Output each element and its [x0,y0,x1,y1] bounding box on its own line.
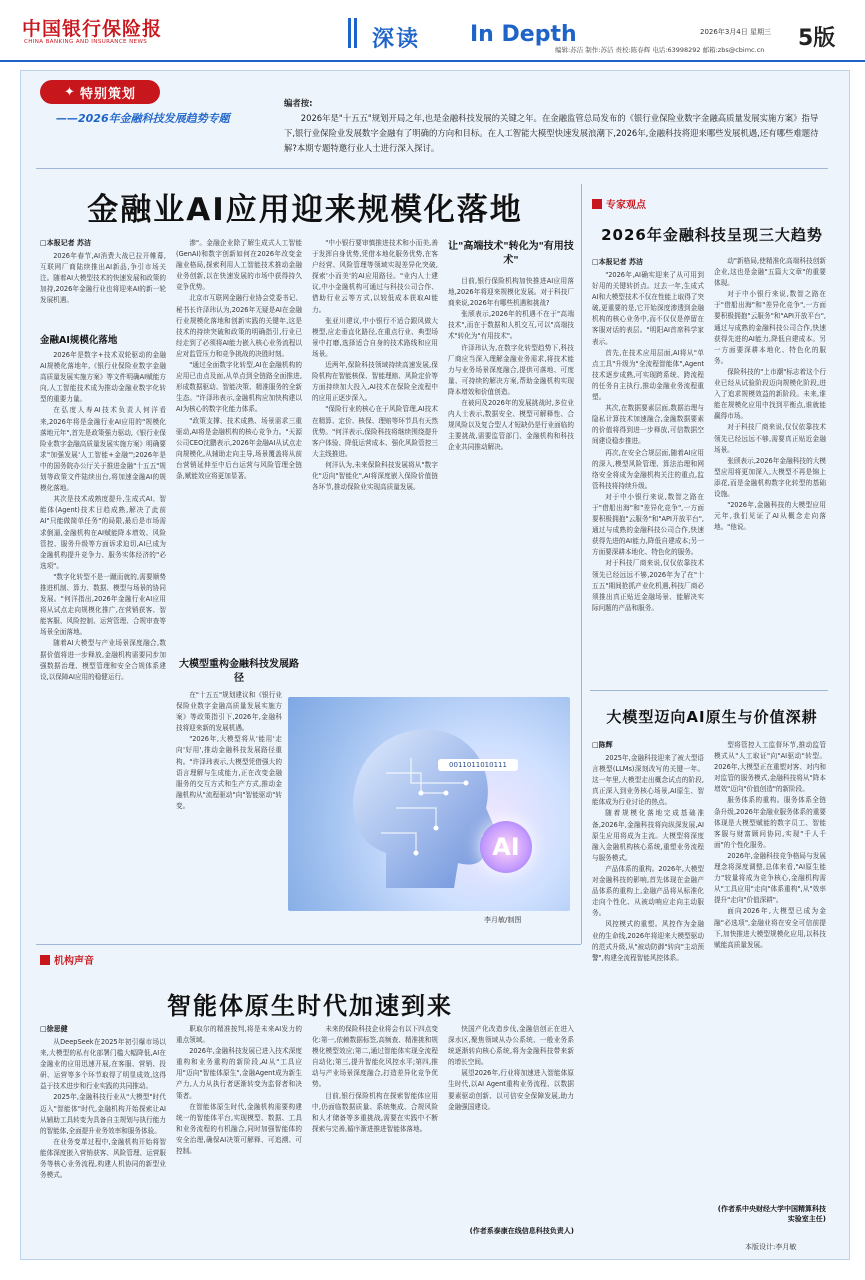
agent-byline: □徐思健 [40,1025,68,1033]
expert-col2 [714,256,826,678]
paragraph: 在智能体原生时代,金融机构需要构建统一的智能体平台,实现模型、数据、工具和业务流程的有机融合,同时加强智能体的安全治理,确保AI决策可解释、可追溯、可控制。 [176,1102,302,1156]
native-ai-author-note: (作者系中央财经大学中国精算科技实验室主任) [717,1205,826,1223]
section-title-en: In Depth [470,22,577,47]
paragraph: 对于科技厂商来说,仅仅依靠技术领先已经远远不够,需要真正贴近金融场景。 [714,423,826,454]
newspaper-logo: 中国银行保险报 [22,18,163,40]
paragraph: 展望2026年,行业将加速进入智能体原生时代,以AI Agent重构业务流程、以数据要素驱动创新、以可信安全保障发展,助力金融强国建设。 [448,1069,574,1111]
paragraph: 目前,银行保险机构加快推进AI应用落地,2026年将迎来规模化发展。对于科技厂商来说,2026年有哪些机遇和挑战? [448,277,574,308]
ai-chip-badge: AI [480,821,532,873]
paragraph: "2026年,金融科技的大模型应用元年,我们见证了AI从概念走向落地。"他说。 [714,501,826,532]
paragraph: 目前,银行保险机构在探索智能体应用中,仍面临数据质量、系统集成、合规风险和人才储备等多重挑战,需要在实践中不断探索与完善,循序渐进推进智能体落地。 [312,1091,438,1133]
special-report-subtitle: ——2026年金融科技发展趋势专题 [56,112,230,125]
paragraph: 从DeepSeek在2025年初引爆市场以来,大模型的私有化部署门槛大幅降低,AI在金融业的应用迅速开展,在客服、营销、投研、运营等多个环节取得了明显成效,这得益于技术进步和行业实践的共同推动。 [40,1038,166,1091]
article1-side-subhead: 让"高端技术"转化为"有用技术" [448,241,574,266]
native-ai-byline: □陈辉 [592,741,613,749]
masthead-rule [0,60,865,62]
paragraph: "通过全面数字化转型,AI在金融机构的应用已由点及面,从单点到全链路全面推进,形成数据驱动、智能决策、精准服务的全新生态。"许泽玮表示,金融机构应加快构建以AI为核心的数字化能力体系。 [176,361,302,414]
paragraph: 快国产化改造步伐,金融信创正在进入深水区,聚焦领域从办公系统、一般业务系统逐渐转向核心系统,将为金融科技带来新的增长空间。 [448,1025,574,1067]
page-number: 5版 [798,26,836,51]
expert-col1 [592,270,704,678]
paragraph: 在弘度人寿AI技术负责人何洋看来,2026年将是金融行业AI应用的"规模化落地元年",首先是政策强力驱动,《银行业保险业数字金融高质量发展实施方案》明确要求"加强发展'人工智能+金融'";2026年是中的国务院办公厅关于推进金融"十五五"规划等政策文件陆续出台,将加速金融AI的规模化落地。 [40,406,166,493]
article1-col4 [448,276,574,688]
editor-note-text: 2026年是"十五五"规划开局之年,也是金融科技发展的关键之年。在金融监管总局发布的《银行业保险业数字金融高质量发展实施方案》指导下,银行业保险业发展数字金融有了明确的方向和目标。在人工智能大模型快速发展浪潮下,2026年,金融科技将迎来哪些发展机遇,还有哪些难题待解?本期专题特邀行业人士进行深入探讨。 [284,113,819,153]
paragraph: 动"新格局,使精准化高端科技创新企业,这也是金融"五篇大文章"的重要体现。 [714,257,826,288]
paragraph: 2025年,金融科技行业从"大模型"时代迈入"智能体"时代,金融机构开始探索让AI从辅助工具转变为具备自主规划与执行能力的智能体,全面提升业务效率和服务体验。 [40,1093,166,1135]
sparkle-icon: ✦ [64,84,76,100]
newspaper-logo-english: CHINA BANKING AND INSURANCE NEWS [24,39,148,45]
sidebar-section-divider [590,690,828,691]
editor-credits: 编辑:苏洁 制作:苏洁 责校:陈春辉 电话:63998292 邮箱:zbs@cbimc.cn [555,46,765,54]
article1-col2 [176,238,302,648]
article1-col3 [312,238,438,688]
paragraph: 渗"。金融企业除了解生成式人工智能(GenAI)和数字创新如何在2026年改变金融业格局,探索利用人工智能技术推动金融业务创新,以在快速发展的市场中获得持久竞争优势。 [176,239,302,292]
paragraph: 在被问及2026年的发展挑战时,多位业内人士表示,数据安全、模型可解释性、合规风险以及复合型人才短缺仍是行业面临的主要挑战,需要监管部门、金融机构和科技企业共同推动解决。 [448,399,574,452]
paragraph: 张颀表示,2026年金融科技的大模型应用将更加深入,大模型不再是锦上添花,而是金融机构数字化转型的基础设施。 [714,456,826,498]
paragraph: 2026年春节,AI消费大战已拉开帷幕,互联网厂商陆续推出AI新品,争引市场关注。随着AI大模型技术的快速发展和政策的加持,2026年金融行业也将迎来AI的新一轮发展机遇。 [40,252,166,305]
paragraph: "保险行业的核心在于风险管理,AI技术在精算、定价、核保、理赔等环节具有天然优势。"何洋表示,保险科技将继续围绕提升客户体验、降低运营成本、强化风险管控三大主线推进。 [312,405,438,458]
paragraph: 产品体系的重构。2026年,大模型对金融科技的影响,首先体现在金融产品体系的重构上,金融产品将从标准化走向个性化、从被动响应走向主动服务。 [592,864,704,918]
sidebar-divider [581,184,582,944]
native-ai-col2 [714,740,826,1200]
agent-col2 [176,1024,302,1237]
special-report-tag: ✦ 特别策划 [40,80,160,104]
article1-col1-body [40,350,166,938]
paragraph: "2026年,AI确实迎来了从可用到好用的关键转折点。过去一年,生成式AI和大模型技术不仅在性能上取得了突破,更重要的是,它开始深度渗透到金融机构的核心业务中,而不仅仅是停留在客服对话的表层。"明阳AI首席科学家表示。 [592,271,704,346]
illustration-credit: 李月敏/制图 [484,916,522,924]
paragraph: 在业务变革过程中,金融机构开始将智能体深度嵌入营销获客、风险管理、运营服务等核心业务流程,构建人机协同的新型业务模式。 [40,1137,166,1180]
paragraph: 对于中小银行来说,数智之路在于"借船出海"和"差异化竞争",一方面要积极拥抱"云服务"和"API开放平台",通过与成熟的金融科技公司合作,快速获得先进的AI能力,降低自建成本。另一方面要深耕本地化、特色化的服务。 [714,290,826,365]
expert-byline: □本报记者 苏洁 [592,258,644,266]
article1-byline: □本报记者 苏洁 [40,239,92,247]
section-bar-decoration [348,18,357,48]
paragraph: 在"十五五"规划建议和《银行业保险业数字金融高质量发展实施方案》等政策指引下,2026年,金融科技将迎来新的发展机遇。 [176,691,282,733]
expert-view-title: 2026年金融科技呈现三大趋势 [601,226,823,244]
paragraph: 对于科技厂商来说,仅仅依靠技术领先已经远远不够,2026年为了在"十五五"期间抢抓产业化机遇,科技厂商必须推出真正贴近金融场景、能解决实际问题的产品和服务。 [592,559,704,612]
paragraph: 再次,在安全合规层面,随着AI应用的深入,模型风险管理、算法治理和网络安全将成为金融机构关注的重点,监管科技将持续升级。 [592,448,704,490]
main-headline: 金融业AI应用迎来规模化落地 [87,192,523,228]
bottom-section-divider [36,944,581,945]
agent-col1 [40,1037,166,1237]
native-ai-col1 [592,753,704,1231]
paragraph: 面向2026年,大模型已成为金融"必选项",金融业将在安全可信前提下,加快推进大模型规模化应用,以科技赋能高质量发展。 [714,907,826,949]
paragraph: 首先,在技术应用层面,AI将从"单点工具"升级为"全流程智能体",Agent技术逐步成熟,可实现跨系统、跨流程的任务自主执行,推动金融业务流程重塑。 [592,348,704,402]
paragraph: 其次,在数据要素层面,数据治理与隐私计算技术加速融合,金融数据要素的价值将得到进一步释放,可信数据空间建设稳步推进。 [592,404,704,446]
paragraph: 张亚川建议,中小银行不适合跟风做大模型,应走垂直化路径,在重点行业、典型场景中打磨,选择适合自身的技术路线和应用场景。 [312,316,438,358]
paragraph: 2025年,金融科技迎来了被大型语言模型(LLMs)深刻改写的关键一年。这一年里,大模型走出概念试点的阶段,真正深入到业务核心场景,AI原生、智能体成为行业讨论的热点。 [592,754,704,807]
header-divider [36,168,828,169]
agent-headline: 智能体原生时代加速到来 [167,992,453,1020]
paragraph: 许泽玮认为,在数字化转型趋势下,科技厂商应当深入理解金融业务需求,将技术能力与业务场景深度融合,提供可落地、可度量、可持续的解决方案,帮助金融机构实现降本增效和价值创造。 [448,343,574,396]
paragraph: 未来的保险科技企业将会有以下四点变化:第一,依赖数据标签,高频查、精准挑和规模化模型效应;第二,通过智能体实现全流程自动化;第三,提升智能化风控水平;第四,推动与产业场景深度融合,打造差异化竞争优势。 [312,1025,438,1089]
expert-view-tag: 专家观点 [592,196,646,211]
page-design-credit: 本版设计:李月敏 [745,1243,797,1251]
agent-col4 [448,1024,574,1224]
paragraph: "政策支撑、技术成熟、场景需求三重驱动,AI将是金融机构的核心竞争力。"天源公司CEO沈鹏表示,2026年金融AI从试点走向规模化,从辅助走向主导,场景覆盖将从前台营销延伸至中后台运营与风险管理全链条,赋能效应将更加显著。 [176,416,302,480]
editor-note-label: 编者按: [284,98,313,108]
paragraph: 近两年,保险科技领域持续高速发展,保险机构在智能核保、智能理赔、风险定价等方面持续加大投入,AI技术在保险全流程中的应用正逐步深入。 [312,361,438,403]
paragraph: "2026年,大模型将从'能用'走向'好用',推动金融科技发展路径重构。"许泽玮表示,大模型凭借强大的语言理解与生成能力,正在改变金融服务的交互方式和生产方式,推动金融机构从"流程驱动"向"智能驱动"转变。 [176,735,282,810]
ai-head-icon [326,713,516,898]
article1-subhead-2: 大模型重构金融科技发展路径 [179,659,299,684]
institution-voice-tag: 机构声音 [40,952,94,967]
paragraph: 2026年,金融科技发展已进入技术深度重构和业务重构的新阶段,AI从"工具应用"迈向"智能体原生",金融Agent成为新生产力,人力从执行者逐渐转变为监督者和决策者。 [176,1047,302,1100]
paragraph: "数字化转型不是一蹴而就的,需要顺势推进机制、算力、数据、模型与场景的协同发展。"何洋指出,2026年金融行业AI应用将从试点走向规模化推广,在营销获客、智能客服、风险控制、运营管理、合规审查等场景全面落地。 [40,572,166,637]
paragraph: 服务体系的重构。服务体系全链条升级,2026年金融业服务体系的重要体现是大模型赋能的数字员工、智能客服与财富顾问协同,实现"千人千面"的个性化服务。 [714,796,826,849]
ai-illustration [288,697,570,911]
paragraph: 型将管控人工监督环节,推动监管模式从"人工取证"向"AI驱动"转型。2026年,大模型正在重塑对客、对内和对监管的服务模式,金融科技将从"降本增效"迈向"价值创造"的新阶段。 [714,741,826,794]
native-ai-title: 大模型迈向AI原生与价值深耕 [606,708,818,726]
paragraph: 对于中小银行来说,数智之路在于"借船出海"和"差异化竞争",一方面要积极拥抱"云服务"和"API开放平台",通过与成熟的金融科技公司合作,快速获得先进的AI能力,降低自建成本;另一方面要深耕本地化、特色化的服务。 [592,492,704,557]
paragraph: 2026年,金融科技竞争格局与发展理念将深度调整,总体来看,"AI原生能力"较量将成为竞争核心,金融机构需从"工具应用"走向"体系重构",从"效率提升"走向"价值深耕"。 [714,851,826,905]
paragraph: 风控模式的重塑。风控作为金融业的生命线,2026年将迎来大模型驱动的范式升级,从"被动防御"转向"主动预警",构建全流程智能风控体系。 [592,920,704,962]
editor-note [284,96,826,156]
agent-author-note: (作者系泰康在线信息科技负责人) [469,1227,574,1235]
paragraph: 随着规模化落地完成基础准备,2026年,金融科技将向纵深发展,AI原生应用将成为主流。大模型将深度融入金融机构核心系统,重塑业务流程与服务模式。 [592,809,704,862]
paragraph: 张颀表示,2026年的机遇不在于"高端技术",而在于数据和人机交互,可以"高端技术"转化为"有用技术"。 [448,310,574,341]
paragraph: 其次是技术成熟度提升,生成式AI、智能体(Agent)技术日趋成熟,解决了此前AI"只能做简单任务"的局限,最后是市场需求倒逼,金融机构在AI赋能降本增效、风险管控、服务升级等方面诉求迫切,AI已成为金融机构提升竞争力、服务实体经济的"必选项"。 [40,495,166,570]
paragraph: 保险科技的"上市潮"标志着这个行业已经从试验阶段迈向规模化阶段,进入了追求规模效益的新阶段。未来,谁能在规模化应用中找到平衡点,谁就能赢得市场。 [714,367,826,421]
issue-date: 2026年3月4日 星期三 [700,28,771,36]
masthead [0,0,865,62]
article1-col2-body [176,690,282,935]
binary-code-label: 0011011010111 [438,759,518,771]
paragraph: 2026年是数字+技术双轮驱动的金融AI规模化落地年,《银行业保险业数字金融高质量发展实施方案》等文件明确AI赋能方向,人工智能技术成为推动金融业数字化转型的重要力量。 [40,351,166,404]
paragraph: 北京市互联网金融行业协会党委书记、秘书长许泽玮认为,2026年无疑是AI在金融行业规模化落地和创新实践的关键年,这是技术的持续突破和政策的明确指引,行业已经走到了必须将AI能力嵌入核心业务流程以应对监管压力和竞争挑战的决胜时刻。 [176,294,302,358]
paragraph: 随着AI大模型与产业场景深度融合,数据价值将进一步释放,金融机构需要同步加强数据治理、模型管理和安全合规体系建设,以保障AI应用的稳健运行。 [40,639,166,681]
section-title-cn: 深读 [372,27,421,52]
agent-col3 [312,1024,438,1237]
paragraph: 何洋认为,未来保险科技发展将从"数字化"迈向"智能化",AI将深度嵌入保险价值链各环节,推动保险业实现高质量发展。 [312,460,438,492]
paragraph: "中小银行要审慎推进技术和小而美,善于发挥自身优势,凭借本地化服务优势,在客户经营、风险管理等领域实现差异化突破,探索'小而美'的AI应用路径。"业内人士建议,中小金融机构可通过与科技公司合作、借助行业云等方式,以较低成本获取AI能力。 [312,239,438,314]
paragraph: 职取尔的精准按判,将是未来AI发力的重点领域。 [176,1025,302,1045]
article1-col1-intro [40,251,166,331]
article1-subhead-1: 金融AI规模化落地 [40,335,118,346]
